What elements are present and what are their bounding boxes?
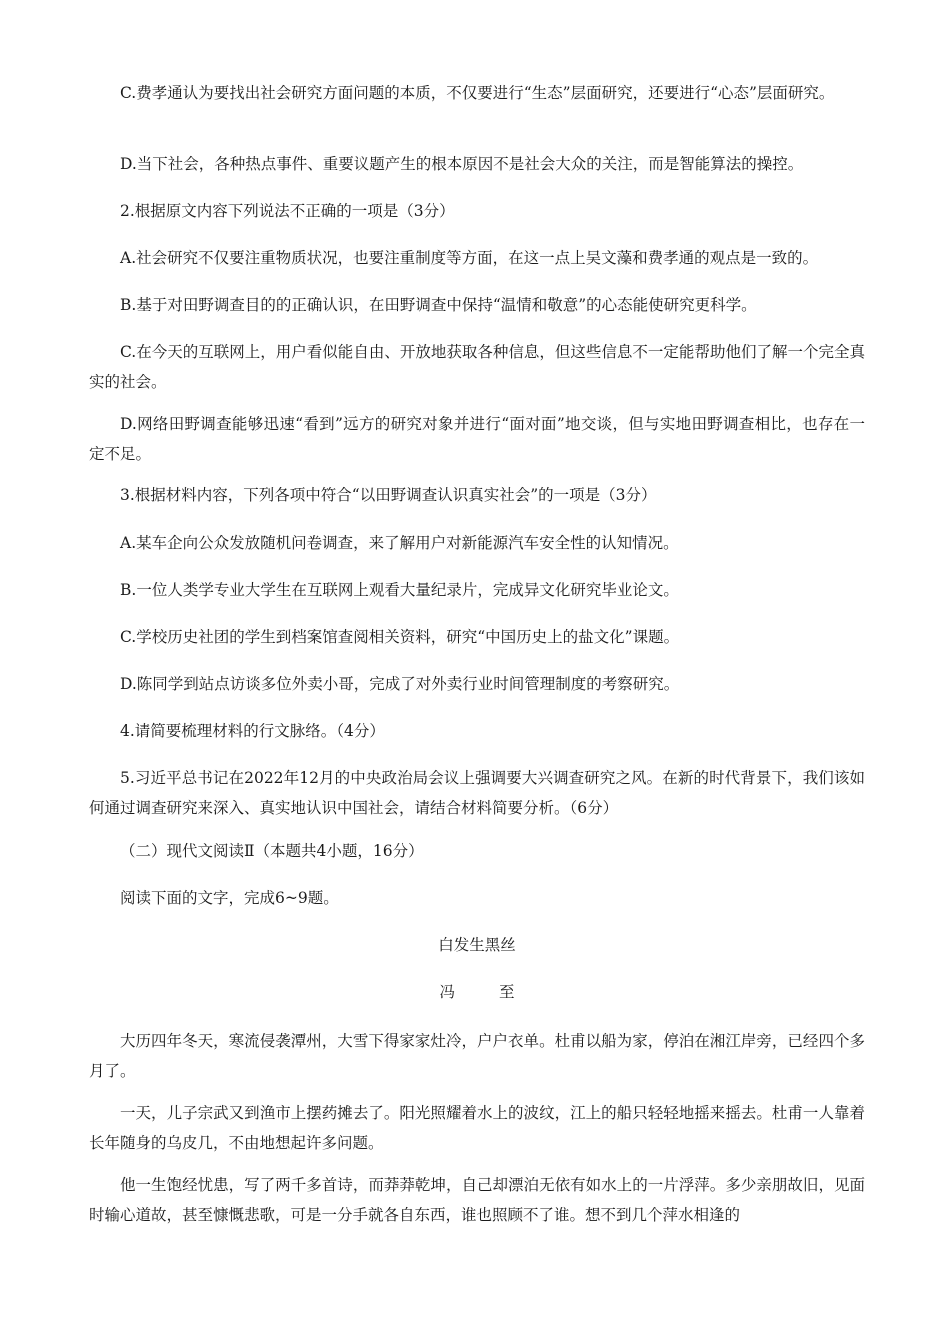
q1-option-c: C.费孝通认为要找出社会研究方面问题的本质，不仅要进行“生态”层面研究，还要进行“心态”层面研究。 xyxy=(120,84,835,102)
section-instruction: 阅读下面的文字，完成6~9题。 xyxy=(120,889,339,907)
section-heading: （二）现代文阅读Ⅱ（本题共4小题，16分） xyxy=(120,842,424,860)
q1-option-d: D.当下社会，各种热点事件、重要议题产生的根本原因不是社会大众的关注，而是智能算法的操控。 xyxy=(120,155,804,173)
q2-option-b: B.基于对田野调查目的的正确认识，在田野调查中保持“温情和敬意”的心态能使研究更科学。 xyxy=(120,296,757,314)
q4-stem: 4.请简要梳理材料的行文脉络。（4分） xyxy=(120,722,385,740)
q5-stem: 5.习近平总书记在2022年12月的中央政治局会议上强调要大兴调查研究之风。在新的时代背景下，我们该如何通过调查研究来深入、真实地认识中国社会，请结合材料简要分析。（6分） xyxy=(89,769,865,817)
article-paragraph-3: 他一生饱经忧患，写了两千多首诗，而莽莽乾坤，自己却漂泊无依有如水上的一片浮萍。多少亲朋故旧，见面时输心道故，甚至慷慨悲歌，可是一分手就各自东西，谁也照顾不了谁。想不到几个萍水相逢的 xyxy=(89,1176,865,1224)
article-title: 白发生黑丝 xyxy=(438,936,516,954)
q3-option-d: D.陈同学到站点访谈多位外卖小哥，完成了对外卖行业时间管理制度的考察研究。 xyxy=(120,675,680,693)
q3-option-c: C.学校历史社团的学生到档案馆查阅相关资料，研究“中国历史上的盐文化”课题。 xyxy=(120,628,680,646)
article-author xyxy=(89,977,865,1007)
author-first-char: 冯 xyxy=(439,983,455,1001)
q3-option-b: B.一位人类学专业大学生在互联网上观看大量纪录片，完成异文化研究毕业论文。 xyxy=(120,581,679,599)
author-last-char: 至 xyxy=(499,983,515,1001)
q3-option-a: A.某车企向公众发放随机问卷调查，来了解用户对新能源汽车安全性的认知情况。 xyxy=(120,534,679,552)
q2-option-d: D.网络田野调查能够迅速“看到”远方的研究对象并进行“面对面”地交谈，但与实地田野调查相比，也存在一定不足。 xyxy=(89,415,865,463)
q2-option-c: C.在今天的互联网上，用户看似能自由、开放地获取各种信息，但这些信息不一定能帮助他们了解一个完全真实的社会。 xyxy=(89,343,865,391)
q3-stem: 3.根据材料内容，下列各项中符合“以田野调查认识真实社会”的一项是（3分） xyxy=(120,486,657,504)
article-paragraph-2: 一天，儿子宗武又到渔市上摆药摊去了。阳光照耀着水上的波纹，江上的船只轻轻地摇来摇去。杜甫一人靠着长年随身的乌皮几，不由地想起许多问题。 xyxy=(89,1104,865,1152)
q2-stem: 2.根据原文内容下列说法不正确的一项是（3分） xyxy=(120,202,455,220)
q2-option-a: A.社会研究不仅要注重物质状况，也要注重制度等方面，在这一点上吴文藻和费孝通的观点是一致的。 xyxy=(120,249,819,267)
article-paragraph-1: 大历四年冬天，寒流侵袭潭州，大雪下得家家灶冷，户户衣单。杜甫以船为家，停泊在湘江岸旁，已经四个多月了。 xyxy=(89,1032,865,1080)
